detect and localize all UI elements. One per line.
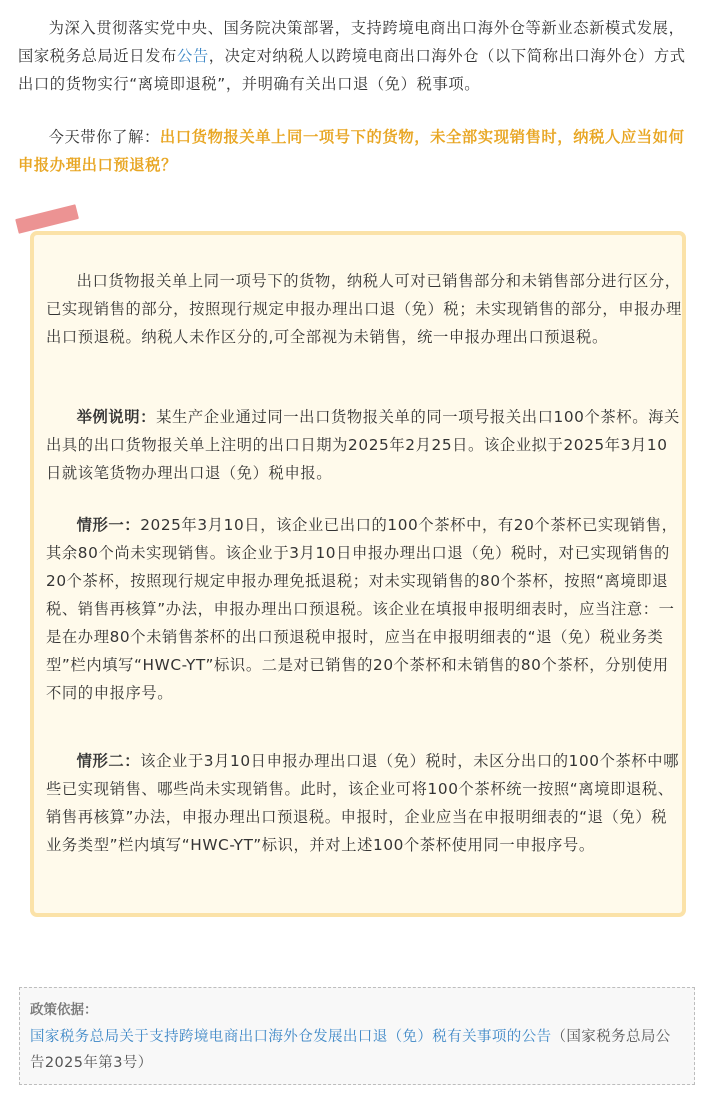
announcement-link[interactable]: 公告 xyxy=(176,47,209,65)
intro-text-start: 为深入贯彻落实党中央、国务院决策部署，支持跨境电商出口海外仓等新业态新模式发展，国家税务总局近日发布 xyxy=(18,19,685,65)
highlight-question: 出口货物报关单上同一项号下的货物，未全部实现销售时，纳税人应当如何申报办理出口预退税？ xyxy=(18,128,685,174)
card-paragraph-case-two xyxy=(46,747,682,859)
card-paragraph-rule: 出口货物报关单上同一项号下的货物，纳税人可对已销售部分和未销售部分进行区分，已实现销售的部分，按照现行规定申报办理出口退（免）税；未实现销售的部分，申报办理出口预退税。纳税人未作区分的,可全部视为未销售，统一申报办理出口预退税。 xyxy=(46,272,682,346)
card-tape-decoration xyxy=(15,204,79,234)
highlight-prefix: 今天带你了解： xyxy=(48,128,160,146)
case-one-label: 情形一： xyxy=(76,516,141,534)
case-two-label: 情形二： xyxy=(76,752,141,770)
case-one-text: 2025年3月10日，该企业已出口的100个茶杯中，有20个茶杯已实现销售，其余80个尚未实现销售。该企业于3月10日申报办理出口退（免）税时，对已实现销售的20个茶杯，按照现行规定申报办理免抵退税；对未实现销售的80个茶杯，按照“离境即退税、销售再核算”办法，申报办理出口预退税。该企业在填报申报明细表时，应当注意：一是在办理80个未销售茶杯的出口预退税申报时，应当在申报明细表的“退（免）税业务类型”栏内填写“HWC-YT”标识。二是对已销售的20个茶杯和未销售的80个茶杯，分别使用不同的申报序号。 xyxy=(46,516,678,702)
example-text: 某生产企业通过同一出口货物报关单的同一项号报关出口100个茶杯。海关出具的出口货物报关单上注明的出口日期为2025年2月25日。该企业拟于2025年3月10日就该笔货物办理出口退（免）税申报。 xyxy=(46,408,680,482)
card-paragraph-example xyxy=(46,403,682,487)
intro-text-end: ，决定对纳税人以跨境电商出口海外仓（以下简称出口海外仓）方式出口的货物实行“离境即退税”，并明确有关出口退（免）税事项。 xyxy=(18,47,686,93)
example-label: 举例说明： xyxy=(76,408,157,426)
policy-announcement-link[interactable]: 国家税务总局关于支持跨境电商出口海外仓发展出口退（免）税有关事项的公告 xyxy=(30,1029,552,1045)
highlight-paragraph xyxy=(18,123,698,179)
case-two-text: 该企业于3月10日申报办理出口退（免）税时，未区分出口的100个茶杯中哪些已实现销售、哪些尚未实现销售。此时，该企业可将100个茶杯统一按照“离境即退税、销售再核算”办法，申报办理出口预退税。申报时，企业应当在申报明细表的“退（免）税业务类型”栏内填写“HWC-YT”标识，并对上述100个茶杯使用同一申报序号。 xyxy=(46,752,680,854)
policy-basis-box xyxy=(19,987,695,1085)
card-paragraph-case-one xyxy=(46,511,682,707)
intro-paragraph xyxy=(18,14,698,98)
policy-announcement-number: （国家税务总局公告2025年第3号） xyxy=(30,1029,671,1071)
policy-basis-text xyxy=(30,1024,684,1076)
policy-basis-title: 政策依据： xyxy=(30,1002,98,1018)
